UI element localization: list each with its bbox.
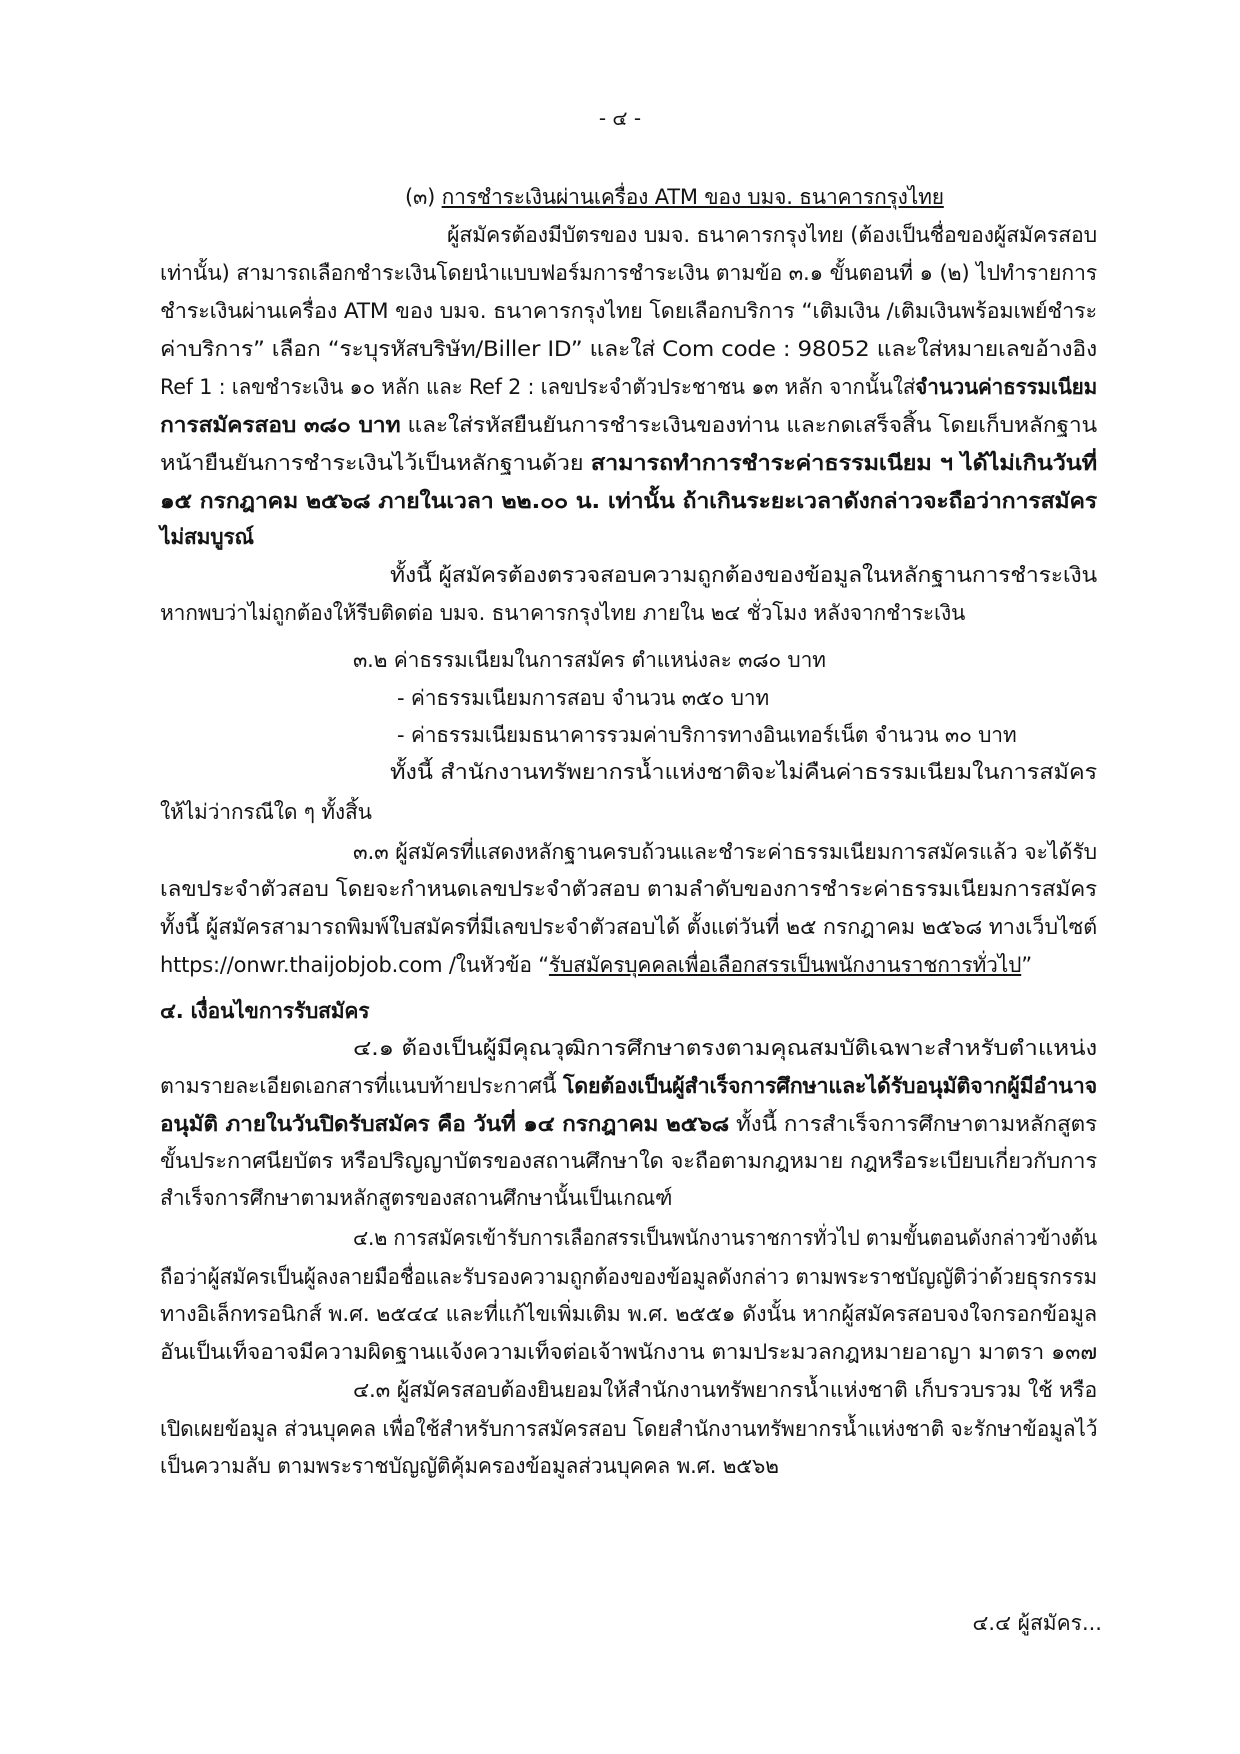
text-segment: ๓.๒ ค่าธรรมเนียมในการสมัคร ตำแหน่งละ ๓๘๐ บาท (353, 648, 826, 672)
text-segment: หากพบว่าไม่ถูกต้องให้รีบติดต่อ บมจ. ธนาคารกรุงไทย ภายใน ๒๔ ชั่วโมง หลังจากชำระเงิน (160, 601, 966, 625)
text-line (397, 683, 769, 713)
text-segment: สามารถทำการชำระค่าธรรมเนียม ฯ ได้ไม่เกินวันที่ (590, 451, 1098, 475)
text-segment: ทั้งนี้ สำนักงานทรัพยากรน้ำแห่งชาติจะไม่คืนค่าธรรมเนียมในการสมัคร (390, 760, 1098, 784)
text-line (160, 598, 965, 628)
text-segment: (๓) (405, 185, 442, 209)
text-line (390, 757, 1097, 787)
text-segment: ตามรายละเอียดเอกสารที่แนบท้ายประกาศนี้ (160, 1074, 563, 1098)
text-line (353, 645, 826, 675)
text-line (160, 1262, 1097, 1292)
text-line (160, 1146, 1097, 1176)
text-line (160, 522, 254, 552)
text-segment: สำเร็จการศึกษาตามหลักสูตรของสถานศึกษานั้นเป็นเกณฑ์ (160, 1186, 673, 1210)
text-segment: และใส่รหัสยืนยันการชำระเงินของท่าน และกดเสร็จสิ้น โดยเก็บหลักฐาน (400, 413, 1098, 437)
text-segment: Ref 1 : เลขชำระเงิน ๑๐ หลัก และ Ref 2 : เลขประจำตัวประชาชน ๑๓ หลัก จากนั้นใส่ (160, 375, 916, 399)
text-segment: ทางอิเล็กทรอนิกส์ พ.ศ. ๒๕๔๔ และที่แก้ไขเพิ่มเติม พ.ศ. ๒๕๕๑ ดังนั้น หากผู้สมัครสอบจงใจกรอกข้อมูล (160, 1302, 1097, 1326)
text-line (160, 1414, 1097, 1444)
text-line (160, 410, 1097, 440)
text-segment: https://onwr.thaijobjob.com /ในหัวข้อ “ (160, 953, 549, 977)
text-line (160, 912, 1097, 942)
text-line (160, 1071, 1097, 1101)
text-segment: จำนวนค่าธรรมเนียม (915, 375, 1098, 399)
text-line (160, 258, 1097, 288)
text-segment: ค่าบริการ” เลือก “ระบุรหัสบริษัท/Biller ID” และใส่ Com code : 98052 และใส่หมายเลขอ้างอิง (160, 337, 1098, 361)
text-segment: ทั้งนี้ ผู้สมัครสามารถพิมพ์ใบสมัครที่มีเลขประจำตัวสอบได้ ตั้งแต่วันที่ ๒๕ กรกฎาคม ๒๕๖๘ ทางเว็บไซต์ (160, 915, 1098, 939)
text-segment: ให้ไม่ว่ากรณีใด ๆ ทั้งสิ้น (160, 800, 372, 824)
continuation-note: ๔.๔ ผู้สมัคร... (972, 1611, 1102, 1635)
text-segment: ๔.๓ ผู้สมัครสอบต้องยินยอมให้สำนักงานทรัพยากรน้ำแห่งชาติ เก็บรวบรวม ใช้ หรือ (353, 1378, 1098, 1402)
page-number: - ๔ - (598, 106, 642, 130)
text-line (405, 182, 944, 212)
text-line (160, 797, 372, 827)
text-line (160, 334, 1097, 364)
text-line (160, 372, 1097, 402)
text-segment: ๓.๓ ผู้สมัครที่แสดงหลักฐานครบถ้วนและชำระค่าธรรมเนียมการสมัครแล้ว จะได้รับ (353, 840, 1097, 864)
text-segment: ทั้งนี้ การสำเร็จการศึกษาตามหลักสูตร (728, 1112, 1097, 1136)
text-line (160, 1299, 1097, 1329)
text-segment: เท่านั้น) สามารถเลือกชำระเงินโดยนำแบบฟอร์มการชำระเงิน ตามข้อ ๓.๑ ขั้นตอนที่ ๑ (๒) ไปทำรายการ (160, 261, 1098, 285)
text-line (160, 996, 369, 1026)
text-line (160, 1183, 672, 1213)
text-segment: ทั้งนี้ ผู้สมัครต้องตรวจสอบความถูกต้องของข้อมูลในหลักฐานการชำระเงิน (390, 563, 1098, 587)
text-line (160, 950, 1032, 980)
text-segment: เป็นความลับ ตามพระราชบัญญัติคุ้มครองข้อมูลส่วนบุคคล พ.ศ. ๒๕๖๒ (160, 1454, 779, 1478)
text-segment: ๔. เงื่อนไขการรับสมัคร (160, 999, 370, 1023)
text-line (160, 448, 1097, 478)
text-segment: อันเป็นเท็จอาจมีความผิดฐานแจ้งความเท็จต่อเจ้าพนักงาน ตามประมวลกฎหมายอาญา มาตรา ๑๓๗ (160, 1340, 1097, 1364)
text-line (353, 837, 1097, 867)
text-segment: การชำระเงินผ่านเครื่อง ATM ของ บมจ. ธนาคารกรุงไทย (441, 185, 944, 209)
text-segment: - ค่าธรรมเนียมการสอบ จำนวน ๓๕๐ บาท (397, 686, 769, 710)
text-line (160, 1337, 1097, 1367)
text-line (353, 1375, 1097, 1405)
text-line (353, 1223, 1097, 1253)
text-segment: โดยต้องเป็นผู้สำเร็จการศึกษาและได้รับอนุมัติจากผู้มีอำนาจ (562, 1074, 1098, 1098)
text-segment: ๔.๑ ต้องเป็นผู้มีคุณวุฒิการศึกษาตรงตามคุณสมบัติเฉพาะสำหรับตำแหน่ง (353, 1036, 1097, 1060)
text-line (397, 720, 1017, 750)
text-segment: - ค่าธรรมเนียมธนาคารรวมค่าบริการทางอินเทอร์เน็ต จำนวน ๓๐ บาท (397, 723, 1017, 747)
text-line (160, 1109, 1097, 1139)
text-segment: ” (1021, 953, 1032, 977)
text-segment: เปิดเผยข้อมูล ส่วนบุคคล เพื่อใช้สำหรับการสมัครสอบ โดยสำนักงานทรัพยากรน้ำแห่งชาติ จะรักษาข้อมูลไว้ (160, 1417, 1098, 1441)
text-segment: การสมัครสอบ ๓๘๐ บาท (160, 413, 401, 437)
text-segment: ชำระเงินผ่านเครื่อง ATM ของ บมจ. ธนาคารกรุงไทย โดยเลือกบริการ “เติมเงิน /เติมเงินพร้อมเพย์ชำระ (160, 299, 1097, 323)
text-segment: ถือว่าผู้สมัครเป็นผู้ลงลายมือชื่อและรับรองความถูกต้องของข้อมูลดังกล่าว ตามพระราชบัญญัติว่าด้วยธุรกรรม (160, 1265, 1098, 1289)
text-segment: เลขประจำตัวสอบ โดยจะกำหนดเลขประจำตัวสอบ ตามลำดับของการชำระค่าธรรมเนียมการสมัคร (160, 877, 1098, 901)
text-line (160, 1451, 779, 1481)
text-line (390, 560, 1097, 590)
text-line (160, 486, 1097, 516)
text-segment: รับสมัครบุคคลเพื่อเลือกสรรเป็นพนักงานราชการทั่วไป (548, 953, 1022, 977)
text-segment: หน้ายืนยันการชำระเงินไว้เป็นหลักฐานด้วย (160, 451, 591, 475)
text-line (160, 296, 1097, 326)
text-segment: ไม่สมบูรณ์ (160, 525, 254, 549)
text-line (353, 1033, 1097, 1063)
text-segment: อนุมัติ ภายในวันปิดรับสมัคร คือ วันที่ ๑๔ กรกฎาคม ๒๕๖๘ (160, 1112, 729, 1136)
text-segment: ๔.๒ การสมัครเข้ารับการเลือกสรรเป็นพนักงานราชการทั่วไป ตามขั้นตอนดังกล่าวข้างต้น (353, 1226, 1098, 1250)
text-segment: ๑๕ กรกฎาคม ๒๕๖๘ ภายในเวลา ๒๒.๐๐ น. เท่านั้น ถ้าเกินระยะเวลาดังกล่าวจะถือว่าการสมัคร (160, 489, 1098, 513)
text-segment: ผู้สมัครต้องมีบัตรของ บมจ. ธนาคารกรุงไทย (ต้องเป็นชื่อของผู้สมัครสอบ (447, 223, 1097, 247)
text-segment: ขั้นประกาศนียบัตร หรือปริญญาบัตรของสถานศึกษาใด จะถือตามกฎหมาย กฎหรือระเบียบเกี่ยวกับการ (160, 1149, 1097, 1173)
text-line (447, 220, 1097, 250)
text-line (160, 874, 1097, 904)
